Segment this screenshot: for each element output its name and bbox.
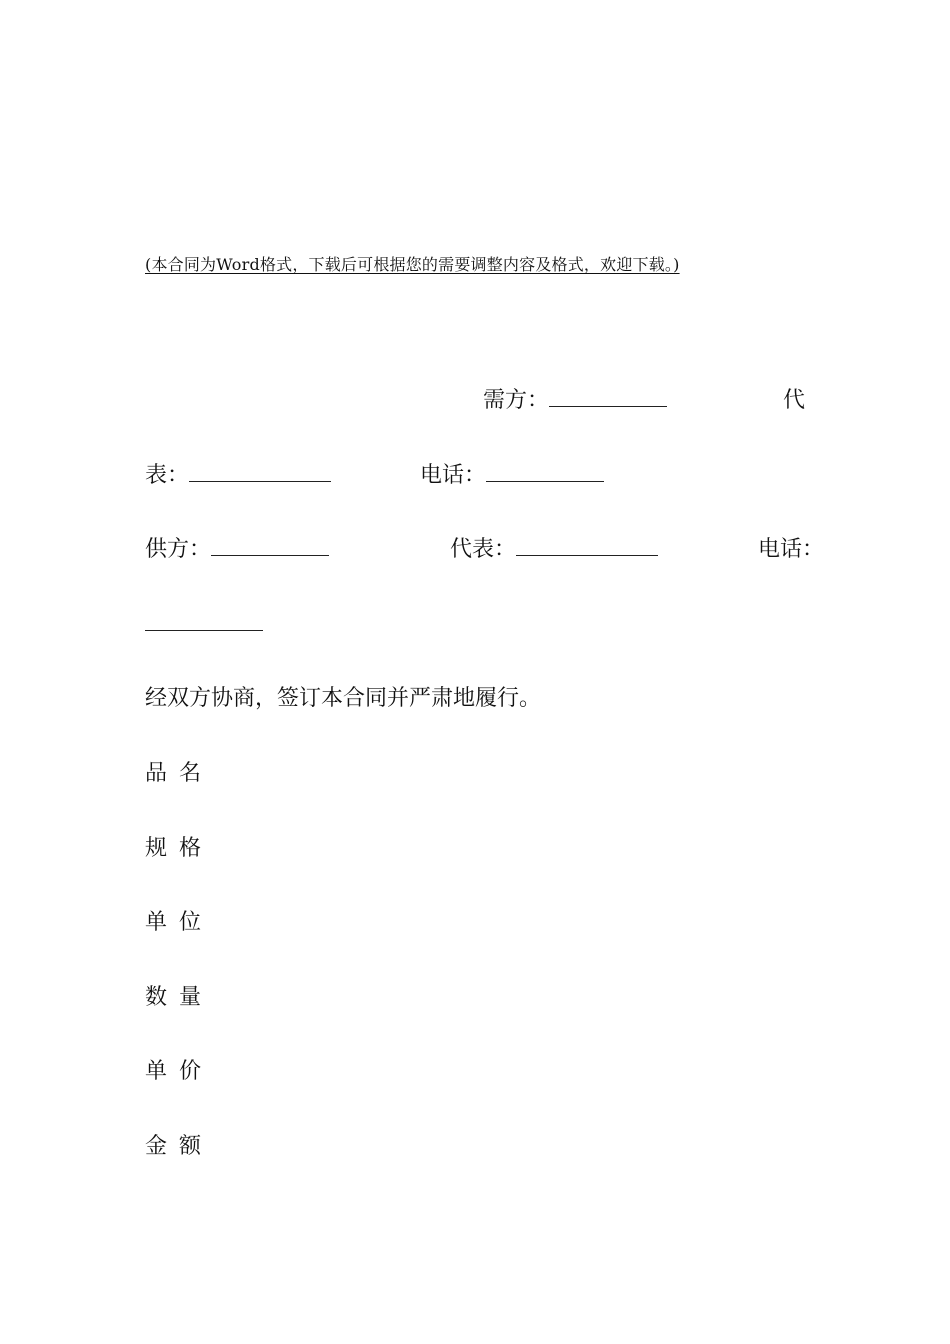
seller-rep-blank[interactable] <box>516 535 658 556</box>
seller-blank[interactable] <box>211 535 329 556</box>
seller-rep-label: 代表： <box>450 537 517 562</box>
seller-line <box>145 535 329 565</box>
buyer-rep-blank[interactable] <box>189 461 331 482</box>
seller-phone-blank-line <box>145 610 263 640</box>
buyer-blank[interactable] <box>549 386 667 407</box>
item-spec-label: 规格 <box>145 836 214 861</box>
buyer-phone-line <box>420 461 604 491</box>
buyer-rep-label-part2: 表： <box>145 463 190 488</box>
seller-phone-label: 电话： <box>758 537 825 562</box>
buyer-rep-line <box>145 461 331 491</box>
item-amount-label: 金额 <box>145 1134 214 1159</box>
buyer-line <box>483 386 667 416</box>
item-unit-label: 单位 <box>145 910 214 935</box>
buyer-rep-label-part1: 代 <box>783 388 806 413</box>
item-quantity-label: 数量 <box>145 985 214 1010</box>
buyer-phone-blank[interactable] <box>486 461 604 482</box>
seller-rep-line <box>450 535 658 565</box>
seller-phone-blank[interactable] <box>145 610 263 631</box>
buyer-label: 需方： <box>483 388 550 413</box>
item-name-label: 品名 <box>145 761 214 786</box>
item-unit-price-label: 单价 <box>145 1059 214 1084</box>
format-notice: (本合同为Word格式，下载后可根据您的需要调整内容及格式，欢迎下载。) <box>145 255 680 274</box>
agreement-text: 经双方协商，签订本合同并严肃地履行。 <box>145 686 542 711</box>
seller-label: 供方： <box>145 537 212 562</box>
buyer-phone-label: 电话： <box>420 463 487 488</box>
